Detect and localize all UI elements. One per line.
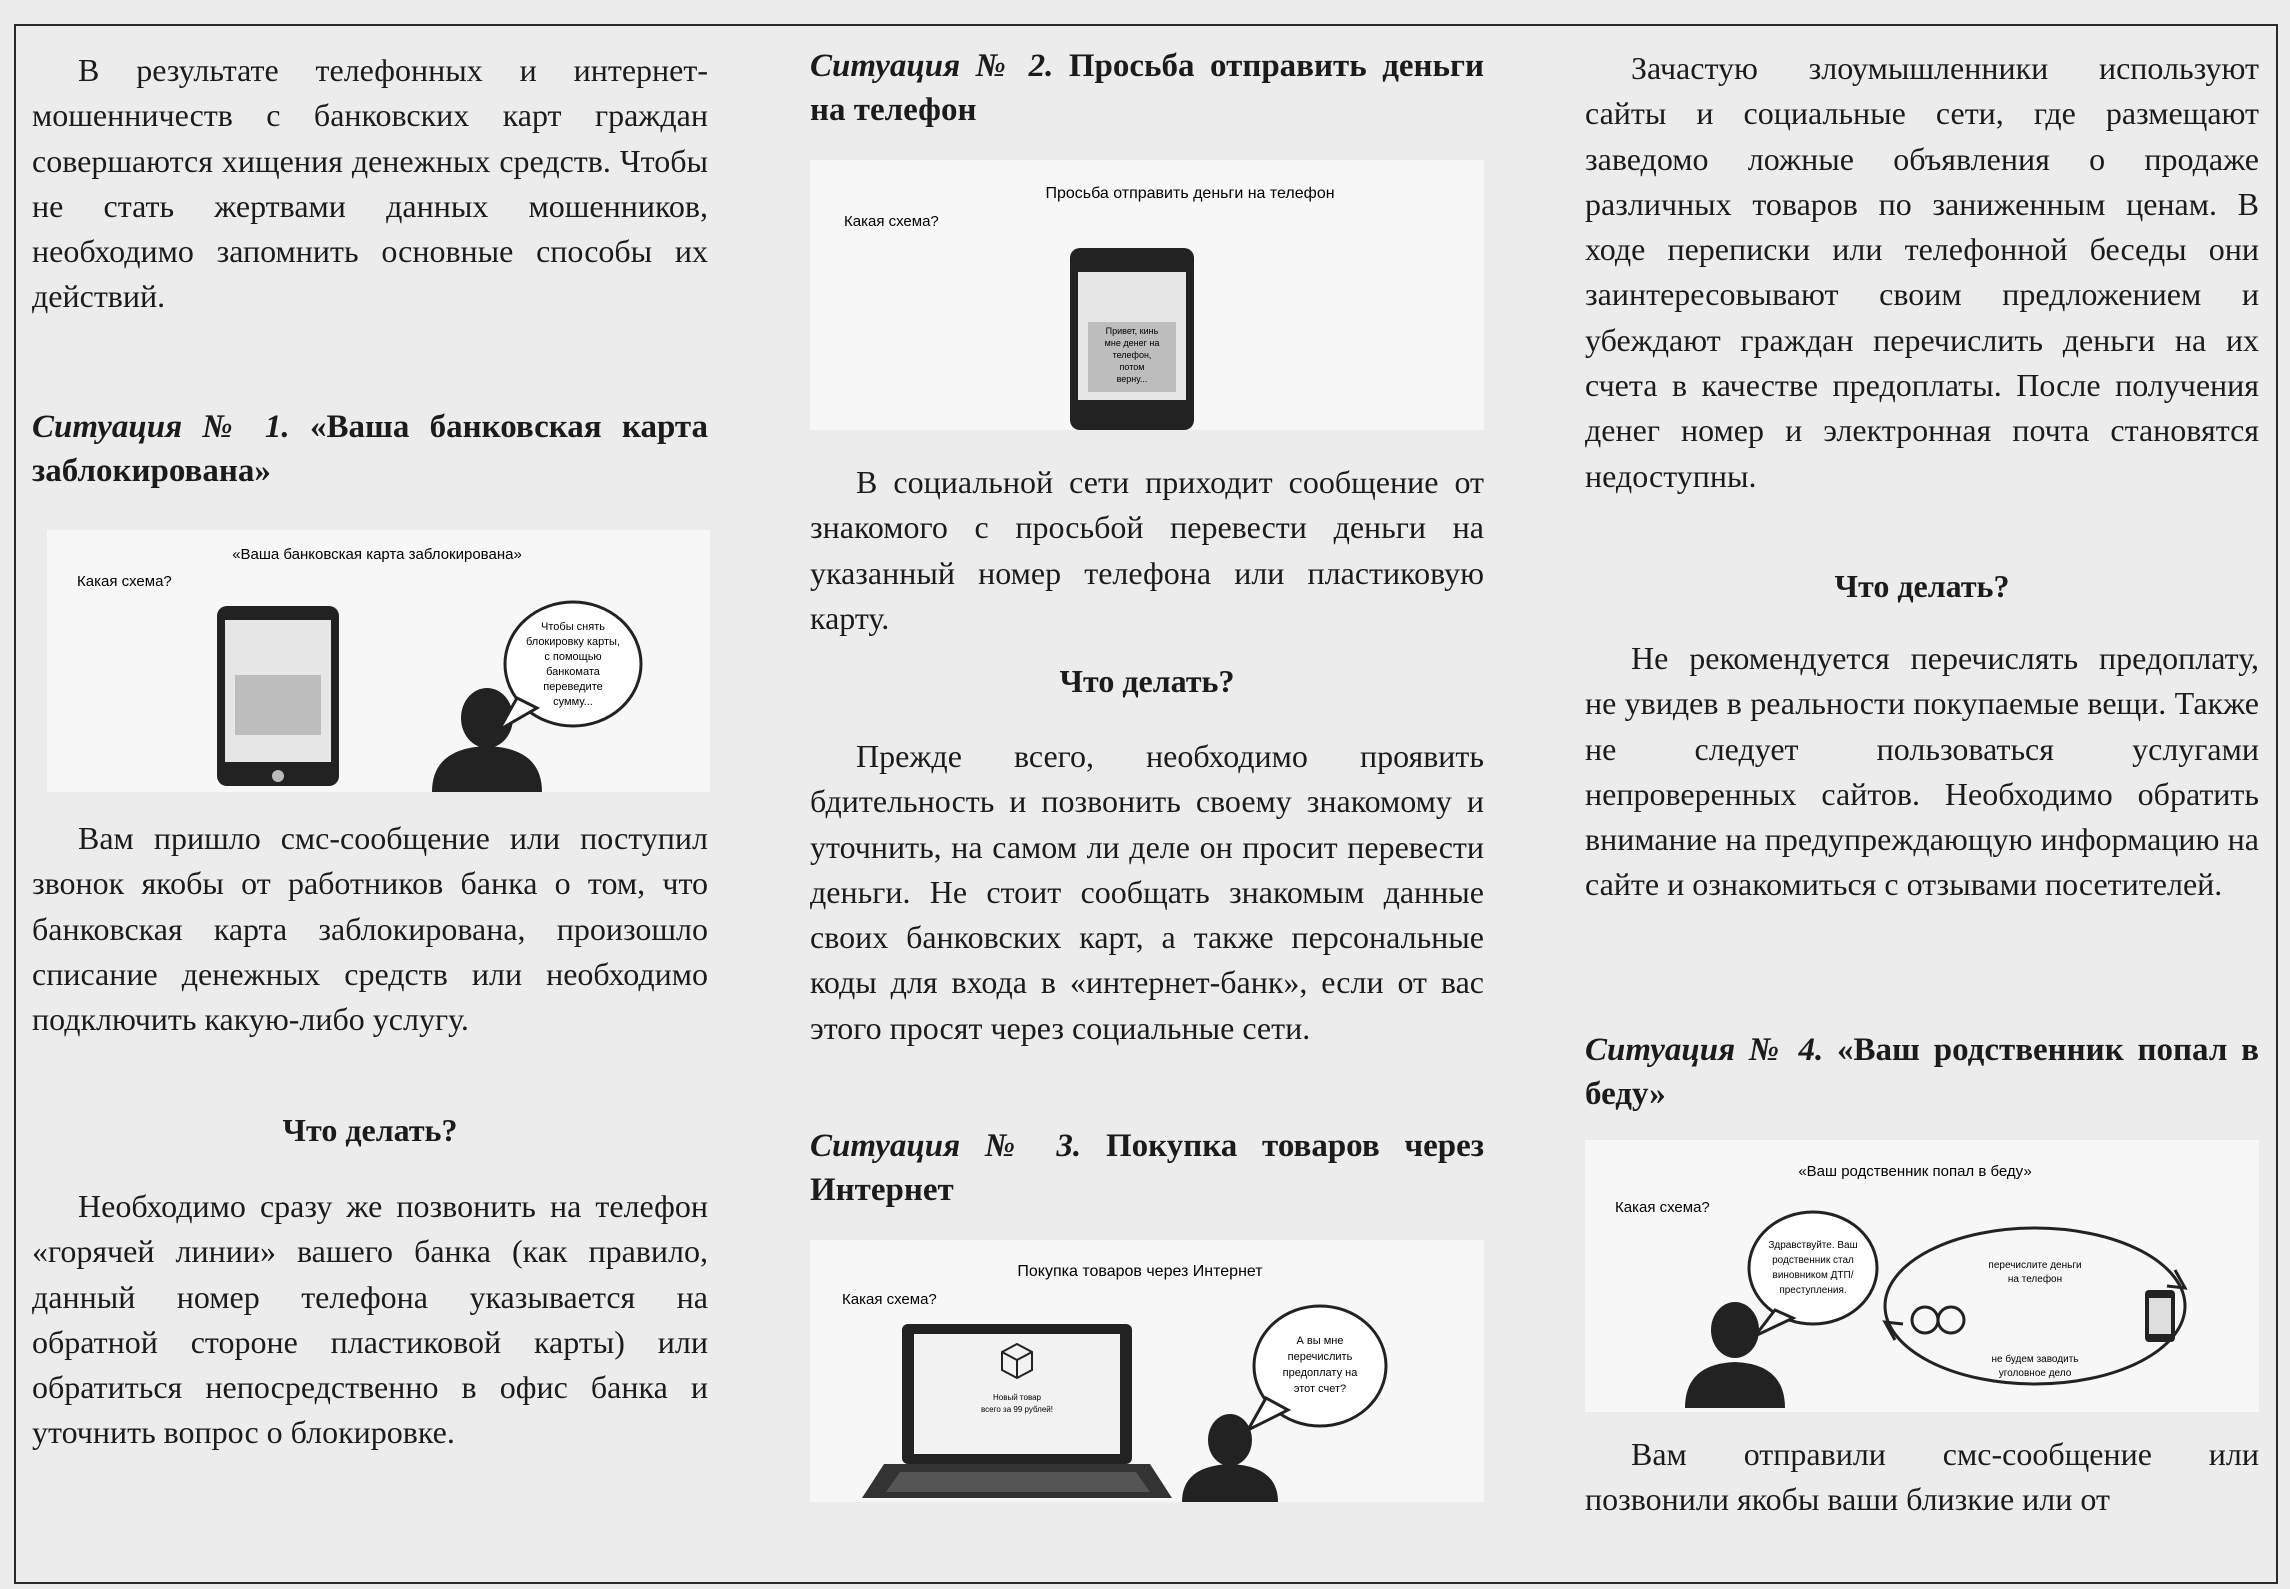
figure-4-svg <box>1585 1140 2259 1412</box>
fig2-screen-line: Привет, кинь <box>1105 326 1159 336</box>
situation-1-advice: Необходимо сразу же позвонить на телефон «горячей линии» вашего банка (как правило, данный номер телефона указывается на обратной стороне пластиковой карты) или обратиться непосредственно в офис банка и уточнить вопрос о блокировке. <box>32 1188 708 1451</box>
situation-2-label: Ситуация № 2. <box>810 48 1054 84</box>
fig3-title: Покупка товаров через Интернет <box>1017 1263 1263 1280</box>
phone-icon <box>1070 248 1194 430</box>
what-to-do-heading: Что делать? <box>1059 663 1235 699</box>
fig4-circle-top-line: на телефон <box>2007 1274 2063 1285</box>
phone-icon <box>217 606 339 786</box>
situation-4-body: Вам отправили смс-сообщение или позвонили якобы ваши близкие или от <box>1585 1436 2259 1518</box>
figure-internet-purchase <box>810 1240 1484 1502</box>
situation-1-body: Вам пришло смс-сообщение или поступил звонок якобы от работников банка о том, что банковская карта заблокирована, произошло списание денежных средств или необходимо подключить какую-либо услугу. <box>32 820 708 1038</box>
fig4-bubble-line: виновником ДТП/ <box>1772 1270 1854 1281</box>
situation-3-body: Зачастую злоумышленники используют сайты и социальные сети, где размещают заведомо ложные объявления о продаже различных товаров по заниженным ценам. В ходе переписки или телефонной беседы они заинтересовывают своим предложением и убеждают граждан перечислить деньги на их счета в качестве предоплаты. После получения денег номер и электронная почта становятся недоступны. <box>1585 50 2259 494</box>
fig3-screen-line: всего за 99 рублей! <box>981 1405 1053 1414</box>
fig4-circle-top-line: перечислите деньги <box>1988 1260 2082 1271</box>
situation-3-heading <box>810 1124 1484 1212</box>
fig1-bubble-line: Чтобы снять <box>541 621 605 633</box>
situation-3-title: Покупка товаров через Интернет <box>810 1128 1485 1208</box>
fig1-bubble-line: переведите <box>543 681 603 693</box>
figure-1-svg <box>47 530 710 792</box>
what-to-do-heading: Что делать? <box>1834 568 2010 604</box>
fig4-question: Какая схема? <box>1615 1199 1710 1216</box>
fig3-bubble-line: перечислить <box>1287 1351 1353 1363</box>
fig3-question: Какая схема? <box>842 1291 937 1308</box>
situation-3-label: Ситуация № 3. <box>810 1128 1082 1164</box>
fig2-screen-line: верну... <box>1116 374 1148 384</box>
fig3-bubble-line: этот счет? <box>1293 1383 1347 1395</box>
fig1-bubble-line: банкомата <box>546 666 600 678</box>
situation-3-advice: Не рекомендуется перечислять предоплату, не увидев в реальности покупаемые вещи. Также не следует пользоваться услугами непроверенных сайтов. Необходимо обратить внимание на предупреждающую информацию на сайте и ознакомиться с отзывами посетителей. <box>1585 640 2259 903</box>
fig4-title: «Ваш родственник попал в беду» <box>1798 1163 2032 1180</box>
situation-2-body: В социальной сети приходит сообщение от знакомого с просьбой перевести деньги на указанный номер телефона или пластиковую карту. <box>810 464 1484 636</box>
fig2-title: Просьба отправить деньги на телефон <box>1045 185 1335 202</box>
phone-icon <box>2145 1290 2175 1342</box>
fig1-question: Какая схема? <box>77 573 172 590</box>
situation-2-advice: Прежде всего, необходимо проявить бдительность и позвонить своему знакомому и уточнить, на самом ли деле он просит перевести деньги. Не стоит сообщать знакомым данные своих банковских карт, а также персональные коды для входа в «интернет-банк», если от вас этого просят через социальные сети. <box>810 738 1484 1046</box>
fig1-bubble-line: сумму... <box>553 696 593 708</box>
situation-1-label: Ситуация № 1. <box>32 409 290 445</box>
person-icon <box>1182 1414 1278 1502</box>
figure-card-blocked <box>47 530 710 792</box>
fig4-circle-bottom-line: не будем заводить <box>1991 1354 2079 1365</box>
fig3-bubble-line: предоплату на <box>1282 1367 1358 1379</box>
situation-2-title: Просьба отправить деньги на телефон <box>810 48 1485 128</box>
situation-4-label: Ситуация № 4. <box>1585 1032 1824 1068</box>
situation-1-heading <box>32 405 708 493</box>
fig3-screen-line: Новый товар <box>993 1393 1041 1402</box>
fig2-screen-line: потом <box>1119 362 1145 372</box>
speech-bubble-icon <box>1248 1306 1386 1430</box>
figure-3-svg <box>810 1240 1484 1502</box>
handcuffs-icon <box>1912 1307 1964 1333</box>
fig4-bubble-line: преступления. <box>1779 1285 1847 1296</box>
fig4-circle-bottom-line: уголовное дело <box>1998 1368 2072 1379</box>
figure-relative-trouble <box>1585 1140 2259 1412</box>
situation-1-title: «Ваша банковская карта заблокирована» <box>32 409 709 489</box>
what-to-do-heading: Что делать? <box>282 1112 458 1148</box>
fig1-bubble-line: блокировку карты, <box>525 636 621 648</box>
fig4-bubble-line: Здравствуйте. Ваш <box>1768 1240 1858 1251</box>
fig2-screen-line: телефон, <box>1112 350 1152 360</box>
figure-send-money <box>810 160 1484 430</box>
speech-bubble-icon <box>1749 1212 1877 1336</box>
intro-paragraph: В результате телефонных и интернет-мошенничеств с банковских карт граждан совершаются хищения денежных средств. Чтобы не стать жертвами данных мошенников, необходимо запомнить основные способы их действий. <box>32 52 708 315</box>
speech-bubble-icon <box>499 602 641 730</box>
situation-2-heading <box>810 44 1484 132</box>
fig1-bubble-line: с помощью <box>544 651 602 663</box>
fig4-bubble-line: родственник стал <box>1772 1255 1854 1266</box>
figure-2-svg <box>810 160 1484 430</box>
fig2-question: Какая схема? <box>844 213 939 230</box>
situation-4-title: «Ваш родственник попал в беду» <box>1585 1032 2260 1112</box>
fig2-screen-line: мне денег на <box>1104 338 1160 348</box>
laptop-icon <box>862 1324 1172 1498</box>
fig1-title: «Ваша банковская карта заблокирована» <box>232 546 522 563</box>
situation-4-heading <box>1585 1028 2259 1116</box>
fig3-bubble-line: А вы мне <box>1296 1335 1344 1347</box>
